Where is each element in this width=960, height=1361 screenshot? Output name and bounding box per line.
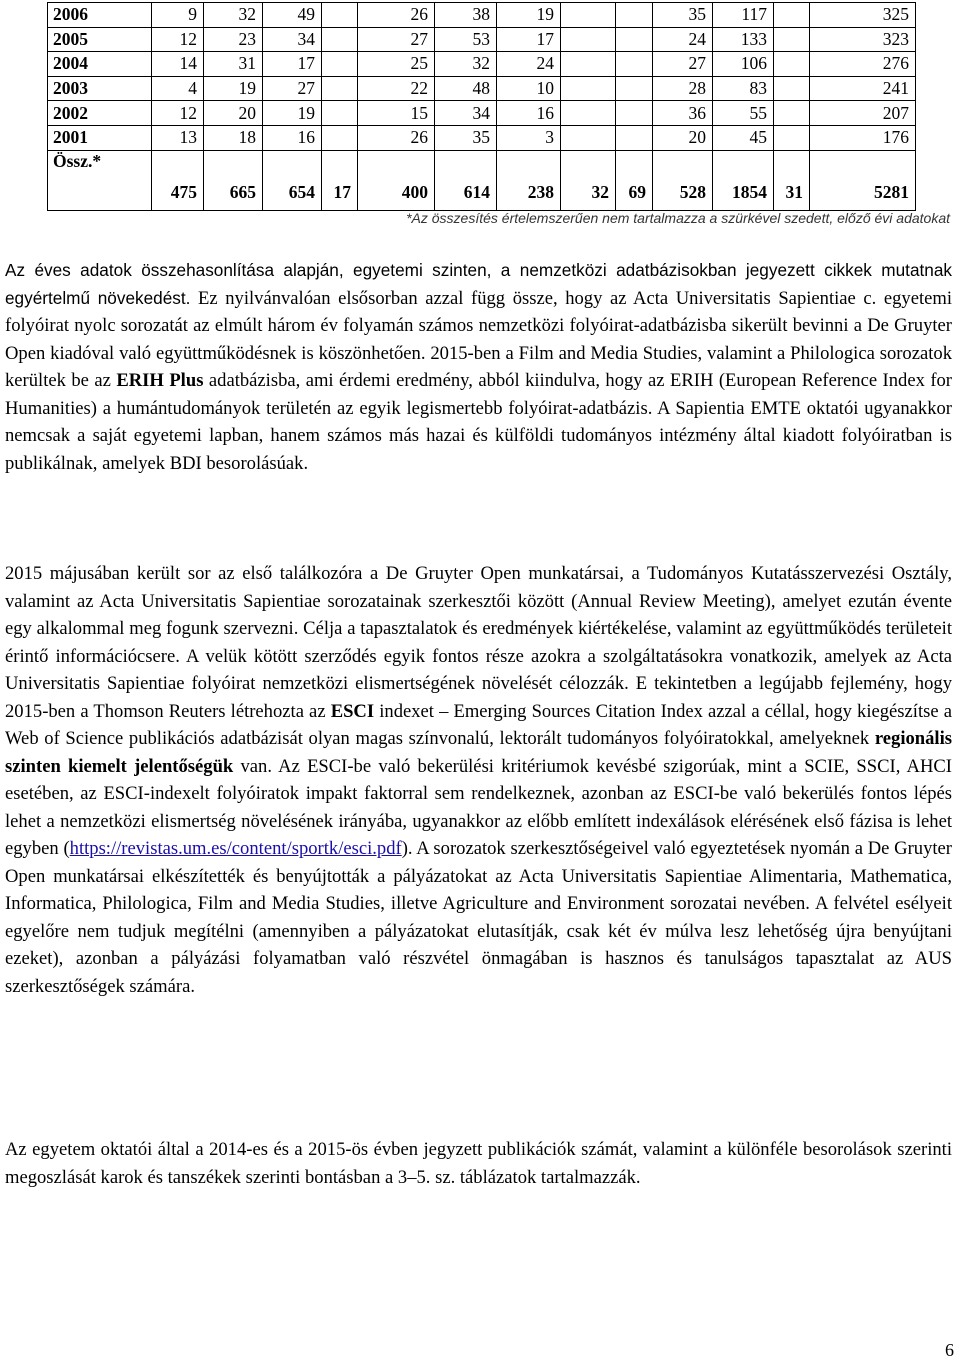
- value-cell: 20: [653, 125, 713, 150]
- value-cell: 323: [810, 27, 916, 52]
- year-cell: Össz.*: [48, 150, 152, 210]
- value-cell: 4: [152, 76, 204, 101]
- regional-significance-bold: regionális szinten kiemelt jelentőségük: [5, 728, 952, 777]
- paragraph-2-part-1: 2015 májusában került sor az első találkozóra a De Gruyter Open munkatársai, a Tudományos Kutatásszervezési Osztály, valamint az Acta Universitatis Sapientiae sorozatainak szerkesztői között (Annual Review Meeting), amelyet ezután évente egy alkalommal meg fogunk szervezni. Célja a tapasztalatok és eredmények kiértékelése, valamint az együttműködés területeit érintő információcsere. A velük kötött szerződés egyik fontos része azokra a szolgáltatásokra vonatkozik, amelyek az Acta Universitatis Sapientiae folyóirat nemzetközi elismertségének növelését célozzák. E tekintetben a legújabb fejlemény, hogy 2015-ben a Thomson Reuters létrehozta az: [5, 563, 952, 722]
- value-cell: [561, 52, 616, 77]
- value-cell: 19: [204, 76, 263, 101]
- esci-link[interactable]: https://revistas.um.es/content/sportk/esci.pdf: [69, 838, 402, 859]
- paragraph-2-part-3: van. Az ESCI-be való bekerülési kritériumok kevésbé szigorúak, mint a SCIE, SSCI, AHCI esetében, az ESCI-indexelt folyóiratok impakt faktorral sem rendelkeznek, azonban az ESCI-be való bekerülés fontos lépés lehet a nemzetközi elismertség növelésének irányába, ugyanakkor az előbb említett indexálások elérésének első fázisa is lehet egyben (: [5, 755, 952, 859]
- value-cell: [322, 76, 358, 101]
- value-cell: 117: [713, 3, 774, 28]
- value-cell: 23: [204, 27, 263, 52]
- value-cell: 49: [263, 3, 322, 28]
- value-cell: 17: [263, 52, 322, 77]
- value-cell: 27: [653, 52, 713, 77]
- value-cell: [322, 3, 358, 28]
- esci-bold: ESCI: [330, 700, 375, 722]
- paragraph-1: [5, 257, 952, 477]
- table-row: [48, 76, 916, 101]
- value-cell: [561, 3, 616, 28]
- value-cell: 475: [152, 150, 204, 210]
- paragraph-1-sentence-3: adatbázisba, ami érdemi eredmény, abból kiindulva, hogy az ERIH (European Reference Index for Humanities) a humántudományok területén az egyik legismertebb folyóirat-adatbázis. A Sapientia EMTE oktatói ugyanakkor nemcsak a saját egyetemi lapban, hanem számos más hazai és külföldi tudományos intézmény által kiadott folyóiratban is publikálnak, amelyek BDI besorolásúak.: [5, 370, 953, 474]
- year-cell: 2004: [48, 52, 152, 77]
- value-cell: 238: [497, 150, 561, 210]
- value-cell: 176: [810, 125, 916, 150]
- value-cell: 17: [322, 150, 358, 210]
- value-cell: 22: [358, 76, 435, 101]
- value-cell: 26: [358, 125, 435, 150]
- value-cell: 9: [152, 3, 204, 28]
- value-cell: [774, 101, 810, 126]
- value-cell: 5281: [810, 150, 916, 210]
- value-cell: [561, 27, 616, 52]
- value-cell: 19: [263, 101, 322, 126]
- value-cell: 31: [774, 150, 810, 210]
- year-cell: 2006: [48, 3, 152, 28]
- value-cell: 16: [497, 101, 561, 126]
- value-cell: 15: [358, 101, 435, 126]
- value-cell: 19: [497, 3, 561, 28]
- value-cell: 32: [204, 3, 263, 28]
- value-cell: [774, 125, 810, 150]
- value-cell: 27: [358, 27, 435, 52]
- value-cell: 35: [435, 125, 497, 150]
- table-total-row: [48, 150, 916, 210]
- value-cell: 38: [435, 3, 497, 28]
- value-cell: [616, 52, 653, 77]
- value-cell: 12: [152, 27, 204, 52]
- value-cell: 528: [653, 150, 713, 210]
- value-cell: 106: [713, 52, 774, 77]
- value-cell: 32: [435, 52, 497, 77]
- table-row: [48, 52, 916, 77]
- statistics-table: [47, 2, 916, 211]
- value-cell: 48: [435, 76, 497, 101]
- value-cell: 34: [435, 101, 497, 126]
- value-cell: 36: [653, 101, 713, 126]
- value-cell: [774, 52, 810, 77]
- value-cell: [561, 76, 616, 101]
- value-cell: [616, 101, 653, 126]
- value-cell: 133: [713, 27, 774, 52]
- year-cell: 2001: [48, 125, 152, 150]
- value-cell: 654: [263, 150, 322, 210]
- value-cell: [774, 3, 810, 28]
- value-cell: [774, 27, 810, 52]
- table-footnote: *Az összesítés értelemszerűen nem tartalmazza a szürkével szedett, előző évi adatokat: [406, 210, 950, 226]
- value-cell: 28: [653, 76, 713, 101]
- value-cell: [616, 125, 653, 150]
- value-cell: 24: [653, 27, 713, 52]
- value-cell: [616, 27, 653, 52]
- value-cell: 3: [497, 125, 561, 150]
- value-cell: 35: [653, 3, 713, 28]
- value-cell: 20: [204, 101, 263, 126]
- value-cell: 27: [263, 76, 322, 101]
- value-cell: [616, 76, 653, 101]
- value-cell: 14: [152, 52, 204, 77]
- value-cell: 12: [152, 101, 204, 126]
- table-row: [48, 3, 916, 28]
- paragraph-2-part-2: indexet – Emerging Sources Citation Index azzal a céllal, hogy kiegészítse a Web of Science publikációs adatbázisát olyan magas színvonalú, lektorált tudományos folyóiratokkal, amelyeknek: [5, 700, 952, 749]
- value-cell: 32: [561, 150, 616, 210]
- value-cell: 25: [358, 52, 435, 77]
- value-cell: 17: [497, 27, 561, 52]
- value-cell: 665: [204, 150, 263, 210]
- value-cell: 241: [810, 76, 916, 101]
- value-cell: 13: [152, 125, 204, 150]
- value-cell: 53: [435, 27, 497, 52]
- value-cell: [561, 101, 616, 126]
- value-cell: [322, 27, 358, 52]
- value-cell: 24: [497, 52, 561, 77]
- paragraph-1-sentence-2: Ez nyilvánvalóan elsősorban azzal függ össze, hogy az Acta Universitatis Sapientiae c. egyetemi folyóirat nyolc sorozatát az elmúlt három év folyamán számos nemzetközi folyóirat-adatbázisba sikerült bevinni a De Gruyter Open kiadóval való együttműködésnek is köszönhetően. 2015-ben a Film and Media Studies, valamint a Philologica sorozatok kerültek be az: [5, 287, 953, 391]
- value-cell: 31: [204, 52, 263, 77]
- value-cell: [322, 101, 358, 126]
- year-cell: 2002: [48, 101, 152, 126]
- paragraph-1-lead: Az éves adatok összehasonlítása alapján, egyetemi szinten, a nemzetközi adatbázisokban jegyezett cikkek mutatnak egyértelmű növekedést.: [5, 260, 952, 308]
- erih-plus-bold: ERIH Plus: [116, 370, 204, 391]
- value-cell: 1854: [713, 150, 774, 210]
- paragraph-2-part-4: ). A sorozatok szerkesztőségeivel való egyeztetések nyomán a De Gruyter Open munkatársai elkészítették és benyújtották a pályázatokat az Acta Universitatis Sapientiae Alimentaria, Mathematica, Informatica, Philologica, Film and Media Studies, illetve Agriculture and Environment sorozatai nevében. A felvétel esélyeit egyelőre nem tudjuk megítélni (amennyiben a pályázatokat elutasítják, csak két év múlva lesz lehetőség újra benyújtani ezeket), azonban a pályázási folyamatban való részvétel önmagában is hasznos és tanulságos tapasztalat az AUS szerkesztőségek számára.: [5, 838, 952, 997]
- table-row: [48, 125, 916, 150]
- value-cell: [616, 3, 653, 28]
- value-cell: 207: [810, 101, 916, 126]
- value-cell: 55: [713, 101, 774, 126]
- value-cell: 69: [616, 150, 653, 210]
- paragraph-3: Az egyetem oktatói által a 2014-es és a 2015-ös évben jegyzett publikációk számát, valamint a különféle besorolások szerinti megoszlását karok és tanszékek szerinti bontásban a 3–5. sz. táblázatok tartalmazzák.: [5, 1139, 952, 1188]
- value-cell: 16: [263, 125, 322, 150]
- value-cell: 18: [204, 125, 263, 150]
- page-number: 6: [945, 1340, 954, 1360]
- value-cell: [322, 52, 358, 77]
- value-cell: [561, 125, 616, 150]
- value-cell: 10: [497, 76, 561, 101]
- value-cell: 400: [358, 150, 435, 210]
- year-cell: 2005: [48, 27, 152, 52]
- value-cell: 34: [263, 27, 322, 52]
- table-row: [48, 27, 916, 52]
- value-cell: 83: [713, 76, 774, 101]
- value-cell: 26: [358, 3, 435, 28]
- value-cell: [774, 76, 810, 101]
- value-cell: 325: [810, 3, 916, 28]
- value-cell: 276: [810, 52, 916, 77]
- value-cell: 614: [435, 150, 497, 210]
- table-body: [48, 3, 916, 211]
- year-cell: 2003: [48, 76, 152, 101]
- paragraph-2: [5, 560, 952, 1000]
- table-row: [48, 101, 916, 126]
- value-cell: [322, 125, 358, 150]
- value-cell: 45: [713, 125, 774, 150]
